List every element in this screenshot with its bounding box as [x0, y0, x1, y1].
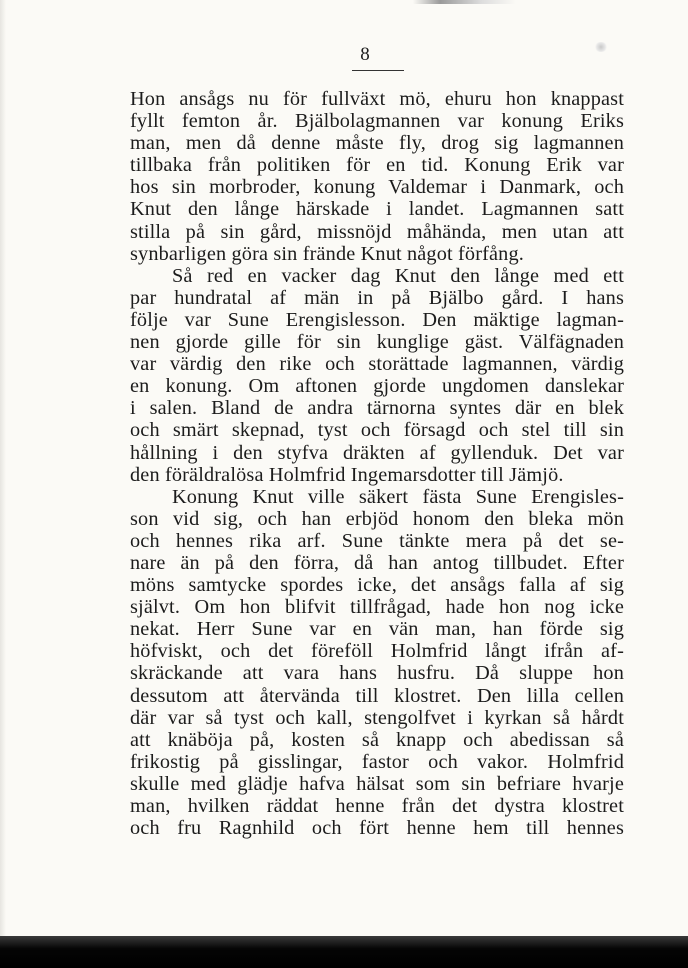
text-line: möns samtycke spordes icke, det ansågs falla af sig [130, 574, 624, 597]
page-number-rule [352, 70, 404, 71]
text-line: hållning i den styfva dräkten af gyllenduk. Det var [130, 441, 624, 464]
text-line: Hon ansågs nu för fullväxt mö, ehuru hon knappast [130, 88, 624, 110]
text-line: dessutom att återvända till klostret. Den lilla cellen [130, 684, 624, 707]
text-line: stilla på sin gård, missnöjd måhända, men utan att [130, 220, 624, 243]
text-line: den föräldralösa Holmfrid Ingemarsdotter till Jämjö. [130, 463, 564, 486]
text-line: Konung Knut ville säkert fästa Sune Erengisles- [172, 485, 624, 508]
text-line: i salen. Bland de andra tärnorna syntes där en blek [130, 397, 624, 420]
paper-speck [594, 42, 608, 52]
text-line: nare än på den förra, då han antog tillbudet. Efter [130, 551, 624, 574]
text-line: frikostig på gisslingar, fastor och vakor. Holmfrid [130, 750, 624, 773]
text-line: självt. Om hon blifvit tillfrågad, hade hon nog icke [130, 596, 624, 619]
scan-bottom-edge [0, 936, 688, 968]
page-edge-shadow [0, 0, 6, 936]
text-line: synbarligen göra sin frände Knut något förfång. [130, 242, 524, 265]
text-line: följe var Sune Erengislesson. Den mäktige lagman- [130, 308, 624, 331]
text-line: skräckande att vara hans husfru. Då sluppe hon [130, 662, 624, 685]
text-line: nen gjorde gille för sin kunglige gäst. Välfägnaden [130, 331, 624, 354]
text-line: tillbaka från politiken för en tid. Konung Erik var [130, 154, 624, 177]
text-line: höfviskt, och det föreföll Holmfrid långt ifrån af- [130, 640, 624, 663]
text-line: en konung. Om aftonen gjorde ungdomen danslekar [130, 375, 624, 398]
text-line: hos sin morbroder, konung Valdemar i Danmark, och [130, 176, 624, 199]
text-line: Så red en vacker dag Knut den långe med ett [172, 264, 624, 287]
text-line: nekat. Herr Sune var en vän man, han förde sig [130, 618, 624, 641]
text-line: och smärt skepnad, tyst och försagd och stel till sin [130, 419, 624, 442]
text-line: skulle med glädje hafva hälsat som sin befriare hvarje [130, 772, 624, 795]
page-number: 8 [360, 44, 370, 65]
text-line: och fru Ragnhild och fört henne hem till hennes [130, 817, 624, 840]
text-line: Knut den långe härskade i landet. Lagmannen satt [130, 198, 624, 221]
text-line: var värdig den rike och storättade lagmannen, värdig [130, 353, 624, 376]
text-line: par hundratal af män in på Bjälbo gård. I hans [130, 286, 624, 309]
text-line: son vid sig, och han erbjöd honom den bleka mön [130, 507, 624, 530]
text-line: där var så tyst och kall, stengolfvet i kyrkan så hårdt [130, 706, 624, 729]
scan-top-mark [0, 0, 688, 4]
text-line: och hennes rika arf. Sune tänkte mera på det se- [130, 529, 624, 552]
text-line: fyllt femton år. Bjälbolagmannen var konung Eriks [130, 110, 624, 133]
body-text [130, 88, 624, 839]
text-line: man, men då denne måste fly, drog sig lagmannen [130, 132, 624, 155]
text-line: att knäböja på, kosten så knapp och abedissan så [130, 728, 624, 751]
text-line: man, hvilken räddat henne från det dystra klostret [130, 795, 624, 817]
